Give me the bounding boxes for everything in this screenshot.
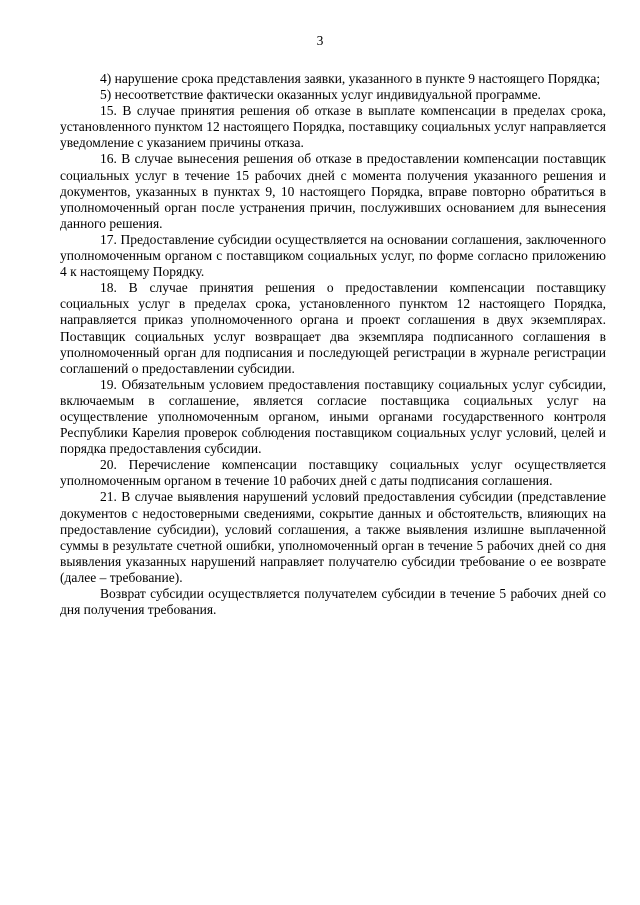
paragraph-16: 16. В случае вынесения решения об отказе в предоставлении компенсации поставщик социальных услуг в течение 15 рабочих дней с момента получения указанного решения и документов, указанных в пунктах 9, 10 настоящего Порядка, вправе повторно обратиться в уполномоченный орган после устранения причин, послуживших основанием для вынесения данного решения. [60,151,606,231]
paragraph-19: 19. Обязательным условием предоставления поставщику социальных услуг субсидии, включаемым в соглашение, является согласие поставщика социальных услуг на осуществление уполномоченным органом, иными органами государственного контроля Республики Карелия проверок соблюдения поставщиком социальных услуг условий, целей и порядка предоставления субсидии. [60,376,606,457]
paragraph-20: 20. Перечисление компенсации поставщику социальных услуг осуществляется уполномоченным органом в течение 10 рабочих дней с даты подписания соглашения. [60,457,606,489]
paragraph-18: 18. В случае принятия решения о предоставлении компенсации поставщику социальных услуг в пределах срока, установленного пунктом 12 настоящего Порядка, направляется приказ уполномоченного органа и проект соглашения в двух экземплярах. Поставщик социальных услуг возвращает два экземпляра подписанного соглашения в уполномоченный орган для подписания и последующей регистрации в журнале регистрации соглашений о предоставлении субсидии. [60,280,606,376]
paragraph-item-5: 5) несоответствие фактически оказанных услуг индивидуальной программе. [100,87,541,103]
paragraph-refund: Возврат субсидии осуществляется получателем субсидии в течение 5 рабочих дней со дня получения требования. [60,586,606,618]
paragraph-15: 15. В случае принятия решения об отказе в выплате компенсации в пределах срока, установленного пунктом 12 настоящего Порядка, поставщику социальных услуг направляется уведомление с указанием причины отказа. [60,103,606,151]
paragraph-17: 17. Предоставление субсидии осуществляется на основании соглашения, заключенного уполномоченным органом с поставщиком социальных услуг, по форме согласно приложению 4 к настоящему Порядку. [60,231,606,280]
page-number: 3 [316,33,324,48]
paragraph-item-4: 4) нарушение срока представления заявки, указанного в пункте 9 настоящего Порядка; [100,71,601,86]
document-body [60,71,606,618]
paragraph-21: 21. В случае выявления нарушений условий предоставления субсидии (представление документов с недостоверными сведениями, сокрытие данных и обстоятельств, влияющих на предоставление субсидии), условий соглашения, а также выявления излишне выплаченной суммы в результате счетной ошибки, уполномоченный орган в течение 5 рабочих дней со дня выявления указанных нарушений направляет получателю субсидии требование о ее возврате (далее – требование). [60,489,606,585]
